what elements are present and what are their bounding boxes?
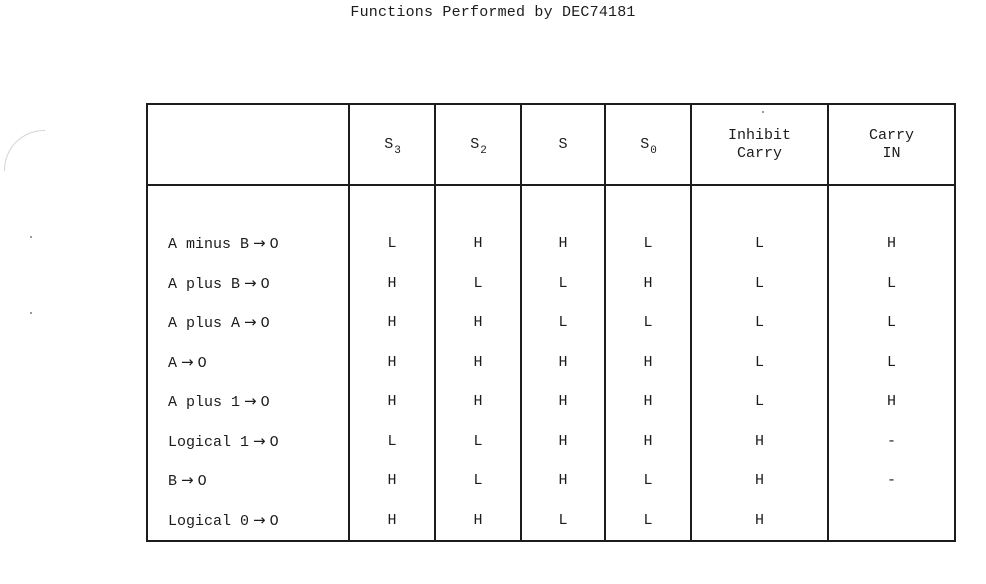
- function-table: [146, 103, 956, 542]
- operation-cell: [147, 422, 349, 462]
- operation-cell: [147, 501, 349, 542]
- table-row: [147, 264, 955, 304]
- cell-s2: H: [435, 501, 521, 542]
- right-arrow-icon: →: [244, 273, 257, 292]
- scan-margin-tick: [30, 236, 32, 238]
- cell-s3: H: [349, 461, 435, 501]
- operation-destination: O: [197, 354, 207, 372]
- cell-s3: H: [349, 343, 435, 383]
- scan-corner-mark: [4, 130, 45, 171]
- cell-s3: L: [349, 224, 435, 264]
- right-arrow-icon: →: [181, 471, 194, 490]
- cell-s1: L: [521, 264, 605, 304]
- spacer-row: [147, 185, 955, 224]
- header-s1-main: S: [558, 136, 568, 153]
- operation-operand: Logical 0: [168, 512, 250, 530]
- table-row: [147, 422, 955, 462]
- header-s0-main: S: [640, 136, 650, 153]
- cell-s0: H: [605, 382, 691, 422]
- cell-s2: L: [435, 422, 521, 462]
- cell-carry-in: H: [828, 224, 955, 264]
- table-row: [147, 343, 955, 383]
- cell-inhibit-carry: H: [691, 501, 828, 542]
- scan-margin-tick: [30, 312, 32, 314]
- right-arrow-icon: →: [253, 431, 266, 450]
- cell-s1: H: [521, 461, 605, 501]
- header-carry-in-line1: Carry: [868, 126, 914, 144]
- operation-cell: [147, 461, 349, 501]
- cell-s3: H: [349, 264, 435, 304]
- header-inhibit-carry-line2: Carry: [736, 144, 782, 162]
- cell-s3: H: [349, 303, 435, 343]
- cell-s3: H: [349, 501, 435, 542]
- cell-carry-in: [828, 501, 955, 542]
- header-row: [147, 104, 955, 185]
- operation-operand: A minus B: [168, 236, 250, 254]
- cell-carry-in: L: [828, 303, 955, 343]
- cell-inhibit-carry: L: [691, 343, 828, 383]
- cell-s0: H: [605, 422, 691, 462]
- cell-s2: H: [435, 343, 521, 383]
- operation-destination: O: [269, 433, 279, 451]
- cell-carry-in: -: [828, 461, 955, 501]
- cell-s1: L: [521, 303, 605, 343]
- header-s3-sub: 3: [394, 145, 401, 157]
- cell-s0: L: [605, 461, 691, 501]
- operation-operand: Logical 1: [168, 433, 250, 451]
- cell-s1: H: [521, 382, 605, 422]
- table-row: [147, 382, 955, 422]
- cell-s1: H: [521, 422, 605, 462]
- cell-s2: L: [435, 264, 521, 304]
- cell-s0: L: [605, 224, 691, 264]
- header-s0-sub: 0: [650, 145, 657, 157]
- cell-s3: H: [349, 382, 435, 422]
- cell-s1: L: [521, 501, 605, 542]
- operation-operand: A plus B: [168, 275, 241, 293]
- operation-destination: O: [269, 236, 279, 254]
- cell-inhibit-carry: L: [691, 303, 828, 343]
- header-s3-main: S: [384, 136, 394, 153]
- operation-operand: A: [168, 354, 178, 372]
- cell-carry-in: -: [828, 422, 955, 462]
- cell-s0: L: [605, 303, 691, 343]
- header-inhibit-carry-line1: Inhibit: [727, 126, 791, 144]
- header-operation-blank: [147, 104, 349, 185]
- table-row: [147, 224, 955, 264]
- cell-inhibit-carry: H: [691, 461, 828, 501]
- operation-cell: [147, 303, 349, 343]
- cell-inhibit-carry: L: [691, 264, 828, 304]
- cell-s3: L: [349, 422, 435, 462]
- cell-s2: H: [435, 382, 521, 422]
- operation-operand: A plus A: [168, 315, 241, 333]
- page-title: Functions Performed by DEC74181: [350, 4, 636, 21]
- operation-destination: O: [197, 473, 207, 491]
- operation-cell: [147, 382, 349, 422]
- cell-carry-in: H: [828, 382, 955, 422]
- operation-cell: [147, 264, 349, 304]
- table-row: [147, 501, 955, 542]
- header-carry-in-line2: IN: [882, 144, 901, 162]
- operation-destination: O: [260, 394, 270, 412]
- operation-operand: A plus 1: [168, 394, 241, 412]
- operation-destination: O: [260, 275, 270, 293]
- header-s2: [435, 104, 521, 185]
- operation-cell: [147, 224, 349, 264]
- header-s2-sub: 2: [480, 145, 487, 157]
- cell-inhibit-carry: H: [691, 422, 828, 462]
- header-s3: [349, 104, 435, 185]
- header-s2-main: S: [470, 136, 480, 153]
- header-inhibit-carry: [691, 104, 828, 185]
- cell-s0: H: [605, 264, 691, 304]
- header-s0: [605, 104, 691, 185]
- cell-s0: H: [605, 343, 691, 383]
- operation-destination: O: [260, 315, 270, 333]
- operation-cell: [147, 343, 349, 383]
- cell-s2: L: [435, 461, 521, 501]
- cell-inhibit-carry: L: [691, 224, 828, 264]
- cell-s2: H: [435, 303, 521, 343]
- header-s1: [521, 104, 605, 185]
- cell-s0: L: [605, 501, 691, 542]
- table-row: [147, 461, 955, 501]
- operation-destination: O: [269, 512, 279, 530]
- right-arrow-icon: →: [181, 352, 194, 371]
- cell-carry-in: L: [828, 343, 955, 383]
- header-carry-in: [828, 104, 955, 185]
- cell-s1: H: [521, 343, 605, 383]
- operation-operand: B: [168, 473, 178, 491]
- right-arrow-icon: →: [253, 234, 266, 253]
- cell-s1: H: [521, 224, 605, 264]
- right-arrow-icon: →: [244, 313, 257, 332]
- cell-carry-in: L: [828, 264, 955, 304]
- right-arrow-icon: →: [244, 392, 257, 411]
- table-row: [147, 303, 955, 343]
- right-arrow-icon: →: [253, 510, 266, 529]
- cell-s2: H: [435, 224, 521, 264]
- cell-inhibit-carry: L: [691, 382, 828, 422]
